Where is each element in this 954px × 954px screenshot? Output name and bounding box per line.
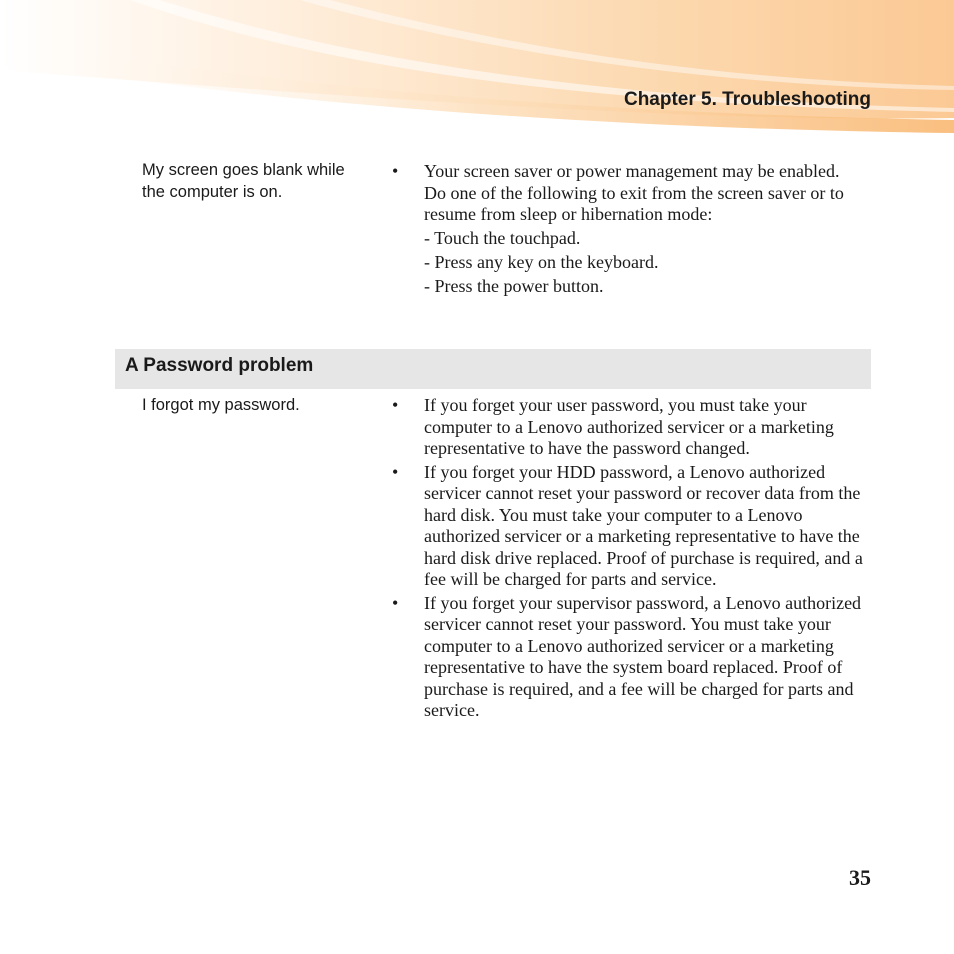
list-item xyxy=(392,461,864,591)
step-item: - Press any key on the keyboard. xyxy=(424,251,659,272)
bullet-icon: • xyxy=(392,395,399,415)
symptom-forgot-password: I forgot my password. xyxy=(142,396,300,414)
symptom-line: the computer is on. xyxy=(142,182,283,201)
header-decoration xyxy=(0,0,954,140)
symptom-line: My screen goes blank while xyxy=(142,161,345,179)
symptom-screen-blank xyxy=(142,160,382,203)
solution-text: If you forget your HDD password, a Lenovo authorized servicer cannot reset your password or recover data from the hard disk. You must take your computer to a Lenovo authorized servicer or a marketing representative to have the hard disk drive replaced. Proof of purchase is required, and a fee will be charged for parts and service. xyxy=(424,461,863,589)
solution-text: Your screen saver or power management may be enabled. Do one of the following to exit from the screen saver or to resume from sleep or hibernation mode: xyxy=(424,161,844,224)
solution-text: If you forget your user password, you must take your computer to a Lenovo authorized servicer or a marketing representative to have the password changed. xyxy=(424,395,834,458)
solution-list-password xyxy=(392,395,864,724)
step-item: - Touch the touchpad. xyxy=(424,227,581,248)
list-item xyxy=(392,592,864,722)
list-item xyxy=(392,161,864,297)
section-title: A Password problem xyxy=(125,355,314,376)
step-list xyxy=(424,228,864,298)
chapter-title: Chapter 5. Troubleshooting xyxy=(623,89,871,110)
solution-list-screen-blank xyxy=(392,161,864,300)
list-item xyxy=(392,395,864,460)
solution-text: If you forget your supervisor password, a Lenovo authorized servicer cannot reset your password. You must take your computer to a Lenovo authorized servicer or a marketing representative to have the system board replaced. Proof of purchase is required, and a fee will be charged for parts and service. xyxy=(424,592,862,720)
bullet-icon: • xyxy=(392,592,399,613)
bullet-icon: • xyxy=(392,161,399,181)
step-item: - Press the power button. xyxy=(424,275,604,296)
page-number: 35 xyxy=(849,865,871,890)
bullet-icon: • xyxy=(392,461,399,482)
section-header-bar xyxy=(115,349,871,389)
